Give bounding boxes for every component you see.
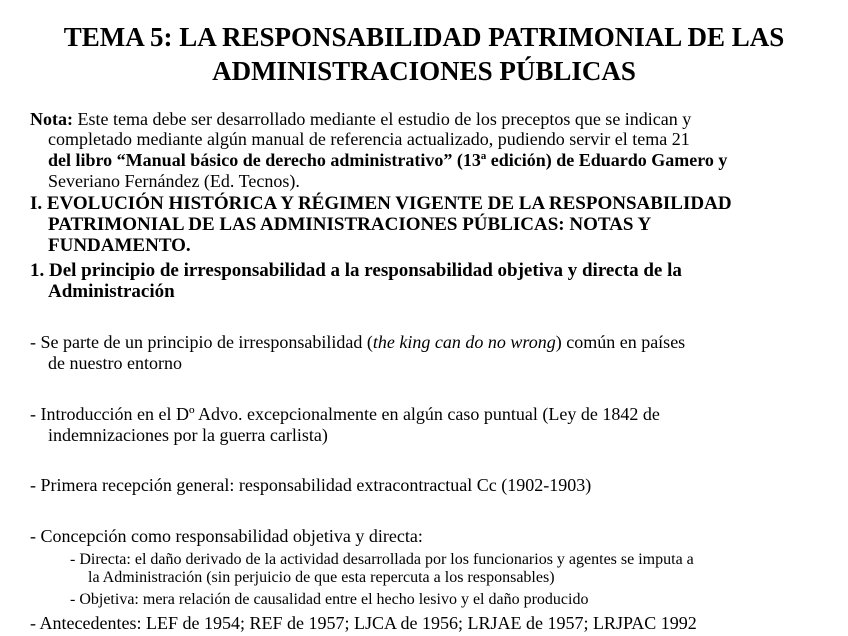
bullet-1-line-1 — [30, 331, 685, 353]
bullet-4-sub-2: - Objetiva: mera relación de causalidad entre el hecho lesivo y el daño producido — [70, 591, 589, 608]
bullet-4: - Concepción como responsabilidad objetiva y directa: — [30, 526, 423, 546]
document-title-line-2: ADMINISTRACIONES PÚBLICAS — [212, 56, 636, 86]
note-line-4: Severiano Fernández (Ed. Tecnos). — [48, 171, 300, 191]
note-line-2: completado mediante algún manual de referencia actualizado, pudiendo servir el tema 21 — [48, 129, 690, 149]
bullet-3: - Primera recepción general: responsabilidad extracontractual Cc (1902-1903) — [30, 475, 592, 495]
bullet-1-text-post: ) común en países — [555, 332, 686, 352]
section-heading-line-1: I. EVOLUCIÓN HISTÓRICA Y RÉGIMEN VIGENTE DE LA RESPONSABILIDAD — [30, 193, 732, 214]
bullet-4-sub-1-line-2: la Administración (sin perjuicio de que esta repercuta a los responsables) — [88, 569, 555, 586]
section-heading-line-2: PATRIMONIAL DE LAS ADMINISTRACIONES PÚBLICAS: NOTAS Y — [48, 214, 652, 235]
bullet-1-text-pre: - Se parte de un principio de irresponsabilidad ( — [30, 332, 373, 352]
bullet-1-line-2: de nuestro entorno — [48, 353, 182, 373]
bullet-1-maxim: the king can do no wrong — [372, 332, 556, 352]
subsection-heading-line-1: 1. Del principio de irresponsabilidad a la responsabilidad objetiva y directa de la — [30, 260, 682, 281]
bullet-4-sub-1-line-1: - Directa: el daño derivado de la actividad desarrollada por los funcionarios y agentes se imputa a — [70, 551, 694, 568]
subsection-heading-line-2: Administración — [48, 281, 175, 302]
document-title-line-1: TEMA 5: LA RESPONSABILIDAD PATRIMONIAL DE LAS — [63, 22, 785, 52]
note-label: Nota: — [30, 109, 73, 129]
bullet-5: - Antecedentes: LEF de 1954; REF de 1957; LJCA de 1956; LRJAE de 1957; LRJPAC 1992 — [30, 613, 697, 633]
bullet-2-line-1: - Introducción en el Dº Advo. excepcionalmente en algún caso puntual (Ley de 1842 de — [30, 404, 660, 424]
note-line-3: del libro “Manual básico de derecho administrativo” (13ª edición) de Eduardo Gamero y — [48, 150, 728, 170]
section-heading-line-3: FUNDAMENTO. — [48, 235, 191, 256]
note-text-1: Este tema debe ser desarrollado mediante el estudio de los preceptos que se indican y — [73, 109, 692, 129]
bullet-2-line-2: indemnizaciones por la guerra carlista) — [48, 425, 328, 445]
note-line-1 — [30, 108, 691, 130]
